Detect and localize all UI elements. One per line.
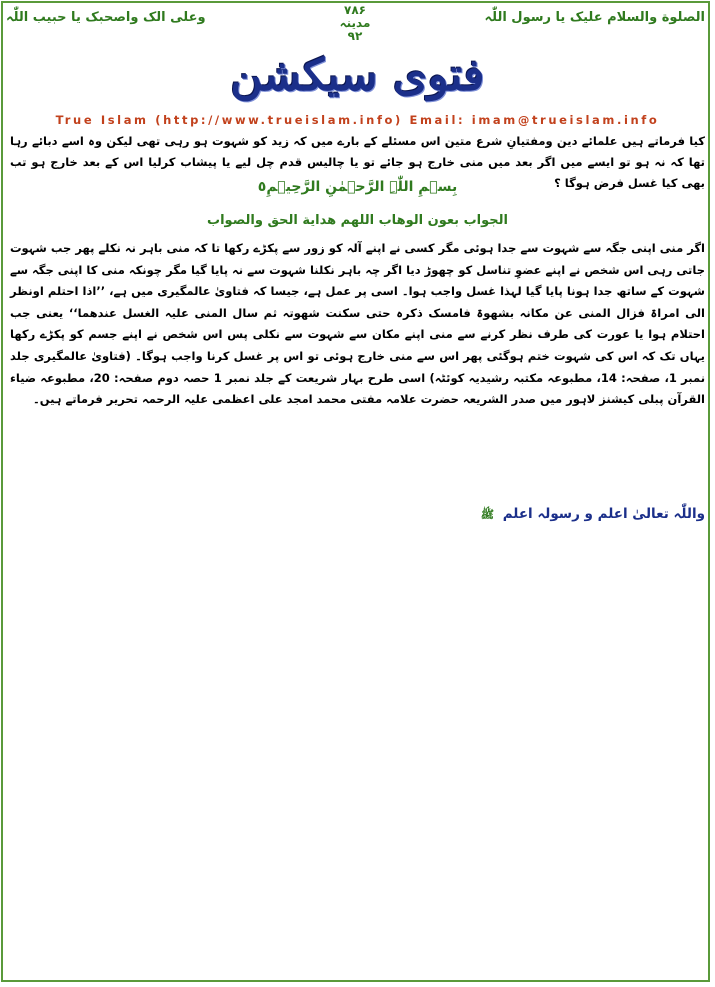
header-number-word: مدینہ [339,16,371,30]
header-number-top: ۷۸۶ [344,3,366,17]
header-number-bottom: ۹۲ [347,29,363,43]
header-number [330,4,380,43]
question-text: کیا فرماتے ہیں علمائے دین ومفتیانِ شرع متین اس مسئلے کے بارے میں کہ زید کو شہوت ہو رہی تھی لیکن وہ اسے دبائے رہا تھا کہ نہ ہو تو ایسے میں اگر بعد میں منی خارج ہو جائے تو یا چالیس قدم چل لیے یا پیشاب کرلیا اس کے بعد خارج ہو تب بھی کیا غسل فرض ہوگا ؟ [10,134,705,190]
bismillah: بِسۡمِ اللّٰہِ الرَّحۡمٰنِ الرَّحِیۡمِ٥ [257,179,458,195]
salutation-right: الصلوة والسلام علیک یا رسول اللّٰہ [484,10,705,25]
closing-line [481,506,705,524]
salutation-left: وعلی الک واصحبک یا حبیب اللّٰہ [6,10,206,25]
answer-text: اگر منی اپنی جگہ سے شہوت سے جدا ہوئی مگر کسی نے اپنے آلہ کو زور سے پکڑے رکھا تا کہ منی باہر نہ نکلے پھر جب شہوت جاتی رہی اس شخص نے اپنے عضوِ تناسل کو چھوڑ دیا اگر چہ باہر نکلنا شہوت سے نہ پایا گیا مگر چونکہ منی کا اپنی جگہ سے شہوت کے ساتھ جدا ہونا پایا گیا لہذا غسل واجب ہوا۔ اسی پر عمل ہے، جیسا کہ فتاویٰ عالمگیری میں ہے، ’’اذا احتلم اونظر الی امراۃ فزال المنی عن مکانہ بشھوۃ فامسک ذکرہ حتی سکنت شھوتہ ثم سال المنی علیہ الغسل عندھما‘‘ یعنی جب احتلام ہوا یا عورت کی طرف نظر کرنے سے منی اپنے مکان سے شہوت سے نکلی پس اس شخص نے اپنے جسم کو پکڑے رکھا یہاں تک کہ اس کی شہوت ختم ہوگئی پھر اس سے منی خارج ہوئی تو اس پر غسل کرنا واجب ہوگا۔ (فتاویٰ عالمگیری جلد نمبر 1، صفحہ: 14، مطبوعہ مکتبہ رشیدیہ کوئٹہ) اسی طرح بہار شریعت کے جلد نمبر 1 حصہ دوم صفحہ: 20، مطبوعہ ضیاء القرآن پبلی کیشنز لاہور میں صدر الشریعہ حضرت علامہ مفتی محمد امجد علی اعظمی علیہ الرحمہ تحریر فرماتے ہیں۔ [10,241,706,407]
salutation-glyph-icon: ﷺ [480,508,495,521]
page-title: فتوی سیکشن [230,50,485,101]
site-contact-line: True Islam (http://www.trueislam.info) Email: imam@trueislam.info [55,113,660,127]
closing-text: واللّٰہ تعالیٰ اعلم و رسولہ اعلم [502,506,705,522]
answer-heading: الجواب بعون الوهاب اللهم هداية الحق والصواب [207,213,508,228]
header [0,3,715,44]
